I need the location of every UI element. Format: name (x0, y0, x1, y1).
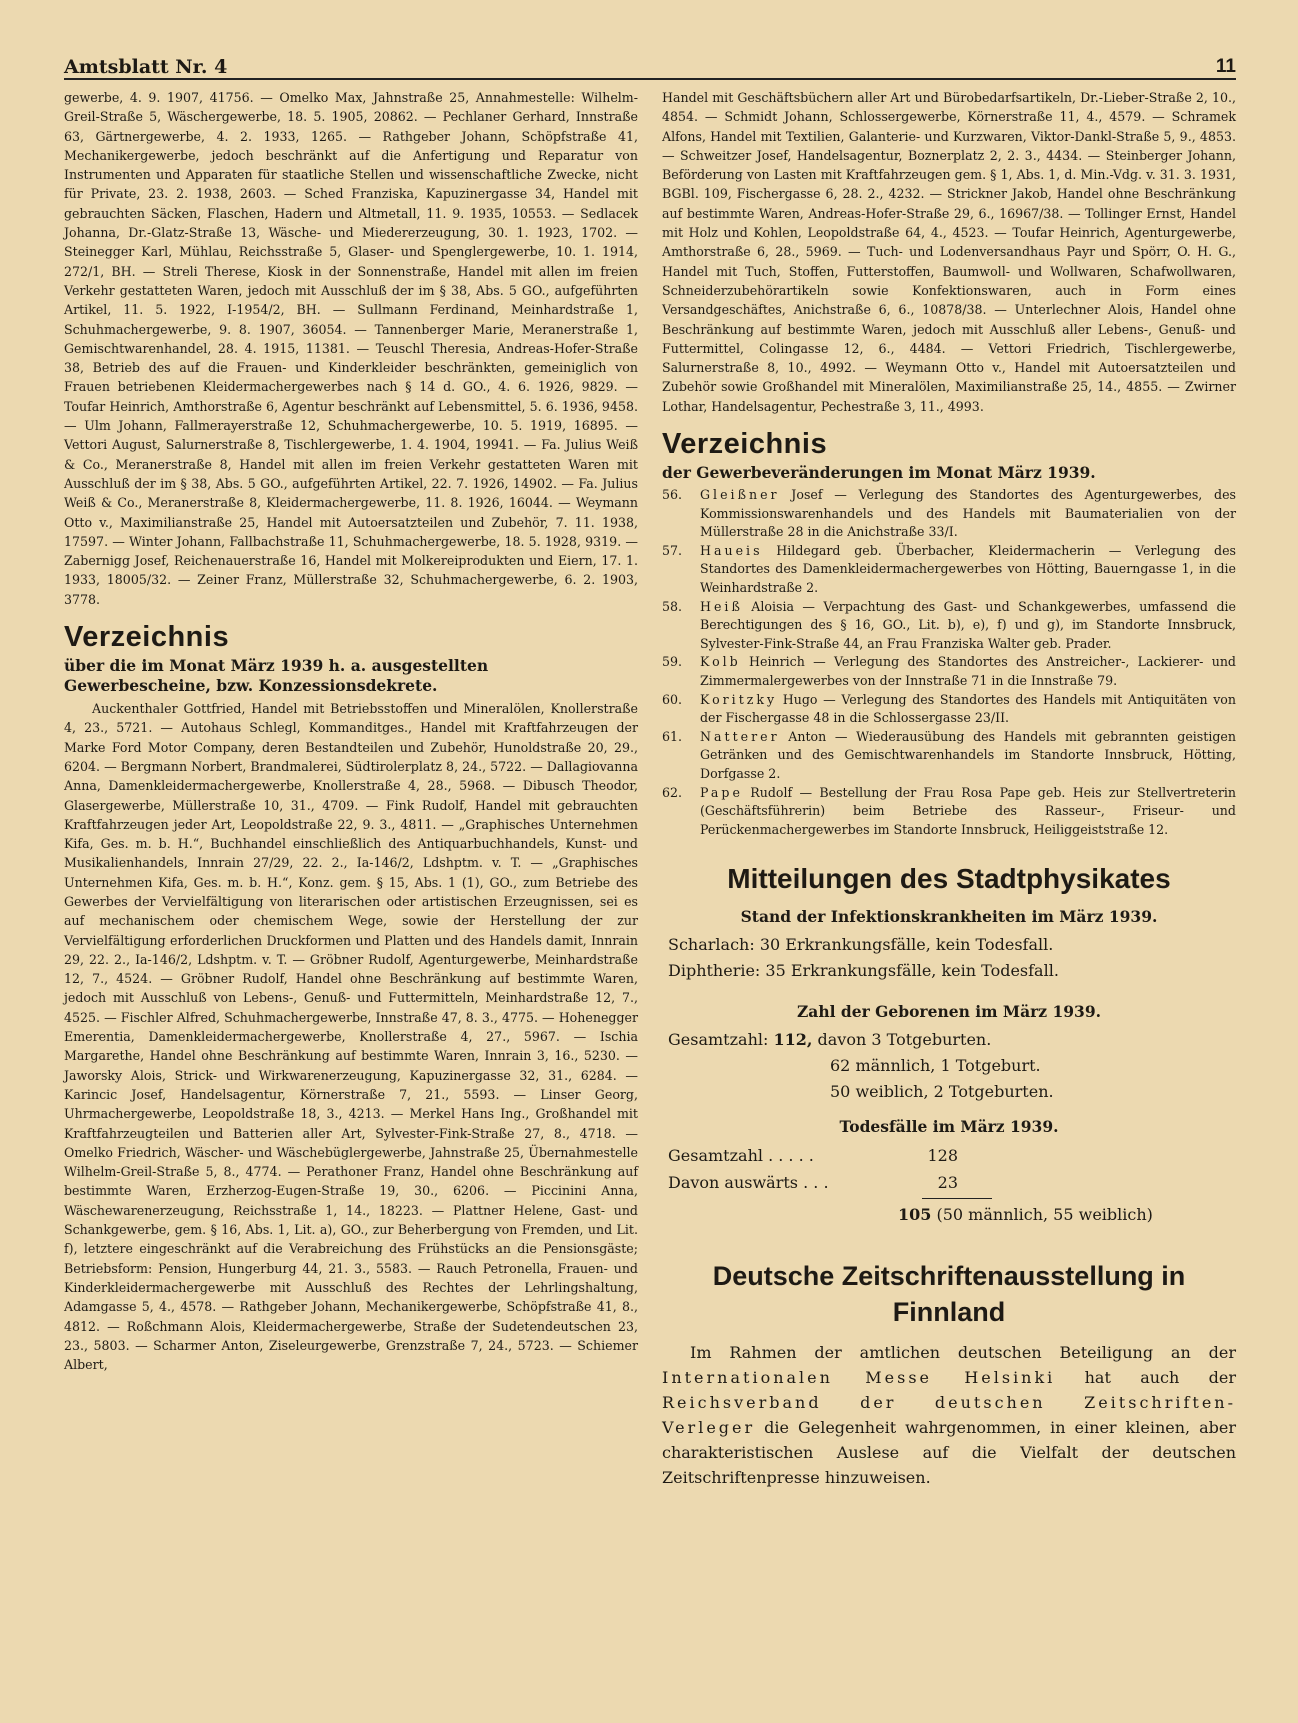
infection-subheading: Stand der Infektionskrankheiten im März 1939. (740, 907, 1158, 927)
section-subheading-issued: über die im Monat März 1939 h. a. ausgestellten Gewerbescheine, bzw. Konzessionsdekrete. (64, 656, 489, 696)
births-male: 62 männlich, 1 Totgeburt. (830, 1056, 1041, 1076)
list-item: 59. Kolb Heinrich — Verlegung des Standortes des Anstreicher-, Lackierer- und Zimmermalergewerbes von der Innstraße 71 in die Innstraße 79. (662, 654, 1236, 688)
page-header (64, 38, 1236, 80)
list-item: 56. Gleißner Josef — Verlegung des Standortes des Agenturgewerbes, des Kommissionswarenhandels und des Handels mit Baumaterialien von der Müllerstraße 28 in die Anichstraße 33/I. (662, 487, 1236, 540)
list-item: 58. Heiß Aloisia — Verpachtung des Gast- und Schankgewerbes, umfassend die Berechtigungen des § 16, GO., Lit. b), e), f) und g), im Standorte Innsbruck, Sylvester-Fink-Straße 44, an Frau Franziska Walter geb. Prader. (662, 598, 1236, 651)
list-item: 57. Haueis Hildegard geb. Überbacher, Kleidermacherin — Verlegung des Standortes des Damenkleidermachergewerbes von Hötting, Bauerngasse 1, in die Weinhardstraße 2. (662, 542, 1236, 596)
scarlet-fever-stat: Scharlach: 30 Erkrankungsfälle, kein Todesfall. (668, 935, 1054, 955)
deaths-net: 105 (50 männlich, 55 weiblich) (898, 1205, 1153, 1225)
left-column (64, 88, 638, 1490)
section-heading-physicate: Mitteilungen des Stadtphysikates (727, 863, 1171, 895)
right-column (662, 88, 1236, 1490)
continued-list-text: gewerbe, 4. 9. 1907, 41756. — Omelko Max, Jahnstraße 25, Annahmestelle: Wilhelm-Greil-Straße 5, Wäschergewerbe, 18. 5. 1905, 20862. — Pechlaner Gerhard, Innstraße 63, Gärtnergewerbe, 4. 2. 1933, 1265. — Rathgeber Johann, Schöpfstraße 41, Mechanikergewerbe, jedoch beschränkt auf die Anfertigung und Reparatur von Instrumenten und Apparaten für staatliche Stellen und wissenschaftliche Zwecke, nicht für Private, 23. 2. 1938, 2603. — Sched Franziska, Kapuzinergasse 34, Handel mit gebrauchten Säcken, Flaschen, Hadern und Altmetall, 11. 9. 1935, 10553. — Sedlacek Johanna, Dr.-Glatz-Straße 13, Wäsche- und Miedererzeugung, 30. 1. 1923, 1702. — Steinegger Karl, Mühlau, Reichsstraße 5, Glaser- und Spenglergewerbe, 10. 1. 1914, 272/1, BH. — Streli Therese, Kiosk in der Sonnenstraße, Handel mit allen im freien Verkehr gestatteten Waren, jedoch mit Ausschluß der im § 38, Abs. 5 GO., aufgeführten Artikel, 11. 5. 1922, I-1954/2, BH. — Sullmann Ferdinand, Meinhardstraße 1, Schuhmachergewerbe, 9. 8. 1907, 36054. — Tannenberger Marie, Meranerstraße 1, Gemischtwarenhandel, 28. 4. 1915, 11381. — Teuschl Theresia, Andreas-Hofer-Straße 38, Betrieb des auf die Frauen- und Kinderkleider beschränkten, gemeiniglich von Frauen betriebenen Kleidermachergewerbes nach § 14 d. GO., 4. 6. 1926, 9829. — Toufar Heinrich, Amthorstraße 6, Agentur beschränkt auf Lebensmittel, 5. 6. 1936, 9458. — Ulm Johann, Fallmerayerstraße 12, Schuhmachergewerbe, 10. 5. 1919, 16895. — Vettori August, Salurnerstraße 8, Tischlergewerbe, 1. 4. 1904, 19941. — Fa. Julius Weiß & Co., Meranerstraße 8, Handel mit allen im freien Verkehr gestatteten Waren mit Ausschluß der im § 38, Abs. 5 GO., aufgeführten Artikel, 22. 7. 1926, 14902. — Fa. Julius Weiß & Co., Meranerstraße 8, Kleidermachergewerbe, 11. 8. 1926, 16044. — Weymann Otto v., Maximilianstraße 25, Handel mit Autoersatzteilen und Zubehör, 7. 11. 1938, 17597. — Winter Johann, Fallbachstraße 11, Schuhmachergewerbe, 18. 5. 1928, 9319. — Zabernigg Josef, Reichenauerstraße 16, Handel mit Molkereiprodukten und Eiern, 17. 1. 1933, 18005/32. — Zeiner Franz, Müllerstraße 32, Schuhmachergewerbe, 6. 2. 1903, 3778. (64, 90, 638, 607)
changes-list (662, 486, 1236, 839)
births-subheading: Zahl der Geborenen im März 1939. (796, 1002, 1102, 1022)
page-number: 11 (1215, 56, 1236, 77)
section-subheading-changes: der Gewerbeveränderungen im Monat März 1939. (662, 463, 1096, 483)
issued-licenses-text: Auckenthaler Gottfried, Handel mit Betriebsstoffen und Mineralölen, Knollerstraße 4, 23., 5721. — Autohaus Schlegl, Kommanditges., Handel mit Kraftfahrzeugen der Marke Ford Motor Company, deren Bestandteilen und Zubehör, Hunoldstraße 20, 29., 6204. — Bergmann Norbert, Brandmalerei, Südtirolerplatz 8, 24., 5722. — Dallagiovanna Anna, Damenkleidermachergewerbe, Knollerstraße 4, 28., 5968. — Dibusch Theodor, Glasergewerbe, Müllerstraße 10, 31., 4709. — Fink Rudolf, Handel mit gebrauchten Kraftfahrzeugen jeder Art, Leopoldstraße 22, 9. 3., 4811. — „Graphisches Unternehmen Kifa, Ges. m. b. H.“, Buchhandel einschließlich des Antiquarbuchhandels, Kunst- und Musikalienhandels, Innrain 27/29, 22. 2., Ia-146/2, Ldshptm. v. T. — „Graphisches Unternehmen Kifa, Ges. m. b. H.“, Konz. gem. § 15, Abs. 1 (1), GO., zum Betriebe des Gewerbes der Vervielfältigung von literarischen oder artistischen Erzeugnissen, sei es auf mechanischem oder chemischem Wege, sowie der Herstellung der zur Vervielfältigung erforderlichen Druckformen und Platten und des Handels damit, Innrain 29, 22. 2., Ia-146/2, Ldshptm. v. T. — Gröbner Rudolf, Agenturgewerbe, Meinhardstraße 12, 7., 4524. — Gröbner Rudolf, Handel ohne Beschränkung auf bestimmte Waren, jedoch mit Ausschluß von Lebens-, Genuß- und Futtermitteln, Meinhardstraße 12, 7., 4525. — Fischler Alfred, Schuhmachergewerbe, Innstraße 47, 8. 3., 4775. — Hohenegger Emerentia, Damenkleidermachergewerbe, Knollerstraße 4, 27., 5967. — Ischia Margarethe, Handel ohne Beschränkung auf bestimmte Waren, Innrain 3, 16., 5230. — Jaworsky Alois, Strick- und Wirkwarenerzeugung, Kapuzinergasse 32, 31., 6284. — Karincic Josef, Handelsagentur, Körnerstraße 7, 21., 5593. — Linser Georg, Uhrmachergewerbe, Leopoldstraße 18, 3., 4213. — Merkel Hans Ing., Großhandel mit Kraftfahrzeugteilen und Batterien aller Art, Sylvester-Fink-Straße 27, 8., 4718. — Omelko Friedrich, Wäscher- und Wäschebüglergewerbe, Jahnstraße 25, Übernahmestelle Wilhelm-Greil-Straße 5, 8., 4774. — Perathoner Franz, Handel ohne Beschränkung auf bestimmte Waren, Erzherzog-Eugen-Straße 19, 30., 6206. — Piccinini Anna, Wäschewarenerzeugung, Reichsstraße 1, 14., 18223. — Plattner Helene, Gast- und Schankgewerbe, gem. § 16, Abs. 1, Lit. a), GO., zur Beherbergung von Fremden, und Lit. f), letztere eingeschränkt auf die Verabreichung des Frühstücks an die Pensionsgäste; Betriebsform: Pension, Hungerburg 44, 21. 3., 5583. — Rauch Petronella, Frauen- und Kinderkleidermachergewerbe mit Ausschluß des Rechtes der Lehrlingshaltung, Adamgasse 5, 4., 4578. — Rathgeber Johann, Mechanikergewerbe, Schöpfstraße 41, 8., 4812. — Roßchmann Alois, Kleidermachergewerbe, Straße der Sudetendeutschen 23, 23., 5803. — Scharmer Anton, Ziseleurgewerbe, Grenzstraße 7, 24., 5723. — Schiemer Albert, (64, 701, 638, 1373)
finland-text: Im Rahmen der amtlichen deutschen Beteiligung an der Internationalen Messe Helsinki hat auch der Reichsverband der deutschen Zeitschriften-Verleger die Gelegenheit wahrgenommen, in einer kleinen, aber charakteristischen Auslese auf die Vielfalt der deutschen Zeitschriftenpresse hinzuweisen. (662, 1343, 1236, 1488)
list-item: 60. Koritzky Hugo — Verlegung des Standortes des Handels mit Antiquitäten von der Fischergasse 48 in die Schlossergasse 23/II. (662, 691, 1236, 726)
continued-list-text-right: Handel mit Geschäftsbüchern aller Art und Bürobedarfsartikeln, Dr.-Lieber-Straße 2, 10., 4854. — Schmidt Johann, Schlossergewerbe, Körnerstraße 11, 4., 4579. — Schramek Alfons, Handel mit Textilien, Galanterie- und Kurzwaren, Viktor-Dankl-Straße 5, 9., 4853. — Schweitzer Josef, Handelsagentur, Boznerplatz 2, 2. 3., 4434. — Steinberger Johann, Beförderung von Lasten mit Kraftfahrzeugen gem. § 1, Abs. 1, d. Min.-Vdg. v. 31. 3. 1931, BGBl. 109, Fischergasse 6, 28. 2., 4232. — Strickner Jakob, Handel ohne Beschränkung auf bestimmte Waren, Andreas-Hofer-Straße 29, 6., 16967/38. — Tollinger Ernst, Handel mit Holz und Kohlen, Leopoldstraße 64, 4., 4523. — Toufar Heinrich, Agenturgewerbe, Amthorstraße 6, 28., 5969. — Tuch- und Lodenversandhaus Payr und Spörr, O. H. G., Handel mit Tuch, Stoffen, Futterstoffen, Baumwoll- und Wollwaren, Schafwollwaren, Schneiderzubehörartikeln sowie Konfektionswaren, auch in Form eines Versandgeschäftes, Anichstraße 6, 6., 10878/38. — Unterlechner Alois, Handel ohne Beschränkung auf bestimmte Waren, jedoch mit Ausschluß aller Lebens-, Genuß- und Futtermittel, Colingasse 12, 6., 4484. — Vettori Friedrich, Tischlergewerbe, Salurnerstraße 8, 10., 4992. — Weymann Otto v., Handel mit Autoersatzteilen und Zubehör sowie Großhandel mit Mineralölen, Maximilianstraße 25, 14., 4855. — Zwirner Lothar, Handelsagentur, Pechestraße 3, 11., 4993. (662, 90, 1236, 414)
deaths-subheading: Todesfälle im März 1939. (839, 1117, 1059, 1137)
deaths-total: Gesamtzahl . . . . . 128 (668, 1146, 958, 1166)
section-heading-issued: Verzeichnis (64, 621, 230, 654)
gazette-title: Amtsblatt Nr. 4 (64, 56, 233, 78)
section-heading-finland: Deutsche Zeitschriftenausstellung in Finnland (712, 1261, 1186, 1328)
list-item: 61. Natterer Anton — Wiederausübung des Handels mit gebrannten geistigen Getränken und des Gemischtwarenhandels im Standorte Innsbruck, Hötting, Dorfgasse 2. (662, 728, 1236, 781)
section-heading-changes: Verzeichnis (662, 428, 828, 461)
list-item: 62. Pape Rudolf — Bestellung der Frau Rosa Pape geb. Heis zur Stellvertreterin (Geschäftsführerin) beim Betriebe des Rasseur-, Friseur- und Perückenmachergewerbes im Standorte Innsbruck, Heiliggeiststraße 12. (662, 784, 1236, 837)
diphtheria-stat: Diphtherie: 35 Erkrankungsfälle, kein Todesfall. (668, 961, 1059, 981)
births-total: Gesamtzahl: 112, davon 3 Totgeburten. (668, 1030, 992, 1050)
sum-rule (922, 1198, 992, 1199)
deaths-outside: Davon auswärts . . . 23 (668, 1173, 958, 1193)
births-female: 50 weiblich, 2 Totgeburten. (830, 1082, 1054, 1102)
